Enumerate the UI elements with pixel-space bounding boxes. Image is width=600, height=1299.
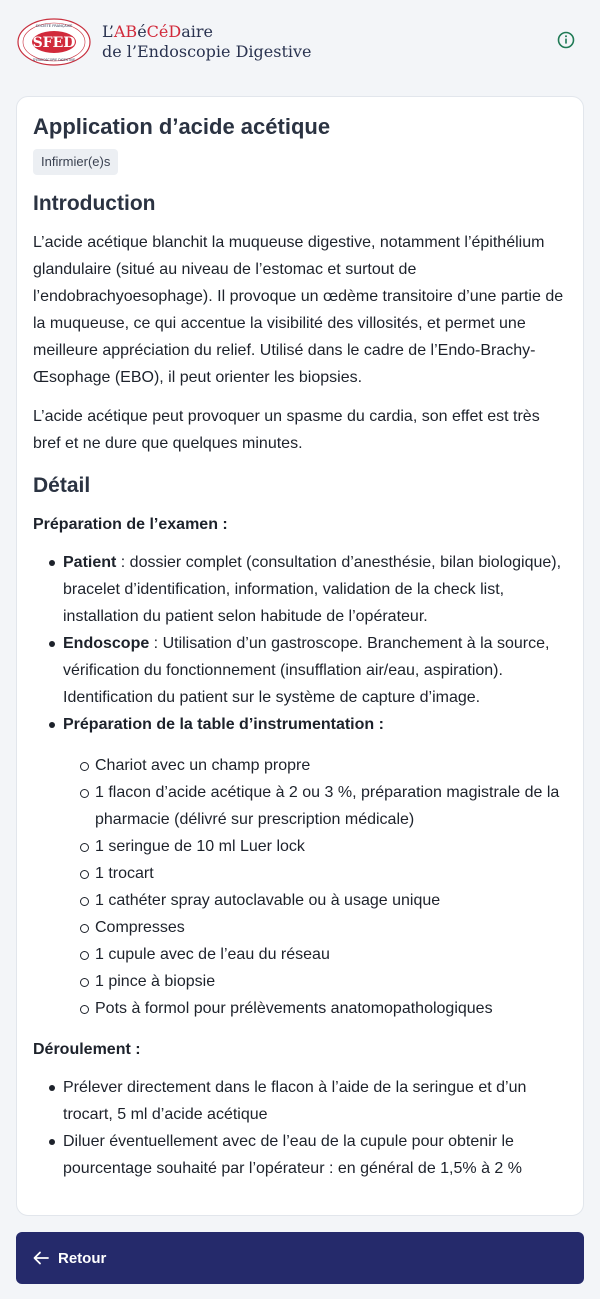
list-item: 1 seringue de 10 ml Luer lock (95, 833, 567, 860)
info-circle-icon[interactable] (556, 30, 576, 50)
article-card (16, 96, 584, 1216)
back-button-label: Retour (58, 1249, 107, 1267)
prep-list (33, 549, 567, 1022)
back-button[interactable] (16, 1232, 584, 1284)
prep-item-text: : dossier complet (consultation d’anesthésie, bilan biologique), bracelet d’identification, information, validation de la check list, installation du patient selon habitude de l’opérateur. (63, 554, 562, 625)
list-item: Compresses (95, 914, 567, 941)
detail-heading: Détail (33, 474, 91, 497)
instrument-list (63, 752, 567, 1022)
prep-item-label: Patient (63, 554, 117, 571)
list-item: Prélever directement dans le flacon à l’aide de la seringue et d’un trocart, 5 ml d’acide acétique (63, 1074, 567, 1128)
brand-red-ab: AB (113, 22, 138, 41)
brand-prefix: L’ (102, 22, 114, 41)
prep-item-label: Préparation de la table d’instrumentation : (63, 716, 384, 733)
list-item (63, 630, 567, 711)
brand-title (102, 22, 312, 62)
app-header (0, 0, 600, 84)
list-item: 1 flacon d’acide acétique à 2 ou 3 %, préparation magistrale de la pharmacie (délivré sur prescription médicale) (95, 779, 567, 833)
seal-text: SFED (32, 35, 76, 51)
intro-paragraph-2: L’acide acétique peut provoquer un spasme du cardia, son effet est très bref et ne dure que quelques minutes. (33, 408, 540, 452)
list-item: 1 cathéter spray autoclavable ou à usage unique (95, 887, 567, 914)
prep-item-text: : Utilisation d’un gastroscope. Branchement à la source, vérification du fonctionnement (insufflation air/eau, aspiration). Identification du patient sur le système de capture d’image. (63, 635, 550, 706)
seal-ring-bottom: D'ENDOSCOPIE DIGESTIVE (32, 58, 76, 62)
sfed-seal-icon (16, 17, 92, 67)
brand-suffix: aire (181, 22, 213, 41)
seal-ring-top: SOCIÉTÉ FRANÇAISE (35, 24, 73, 28)
arrow-left-icon (32, 1249, 50, 1267)
flow-list (33, 1074, 567, 1182)
brand-red-ced: CéD (146, 22, 182, 41)
intro-paragraph-1: L’acide acétique blanchit la muqueuse digestive, notamment l’épithélium glandulaire (situé au niveau de l’estomac et surtout de l’endobrachyoesophage). Il provoque un œdème transitoire d’une partie de la muqueuse, ce qui accentue la visibilité des villosités, et permet une meilleure appréciation du relief. Utilisé dans le cadre de l’Endo-Brachy-Œsophage (EBO), il peut orienter les biopsies. (33, 234, 564, 386)
list-item: 1 trocart (95, 860, 567, 887)
list-item: Pots à formol pour prélèvements anatomopathologiques (95, 995, 567, 1022)
list-item (63, 549, 567, 630)
list-item: Chariot avec un champ propre (95, 752, 567, 779)
app-logo[interactable] (16, 17, 312, 67)
list-item: 1 cupule avec de l’eau du réseau (95, 941, 567, 968)
brand-line1 (102, 22, 312, 42)
article-title: Application d’acide acétique (33, 114, 331, 139)
intro-heading: Introduction (33, 192, 156, 215)
brand-mid: é (137, 22, 147, 41)
flow-heading: Déroulement : (33, 1041, 141, 1058)
audience-badge: Infirmier(e)s (33, 149, 118, 175)
brand-subtitle: de l’Endoscopie Digestive (102, 42, 312, 61)
list-item: 1 pince à biopsie (95, 968, 567, 995)
list-item: Diluer éventuellement avec de l’eau de la cupule pour obtenir le pourcentage souhaité par l’opérateur : en général de 1,5% à 2 % (63, 1128, 567, 1182)
prep-item-label: Endoscope (63, 635, 150, 652)
prep-heading: Préparation de l’examen : (33, 516, 228, 533)
list-item (63, 711, 567, 1022)
